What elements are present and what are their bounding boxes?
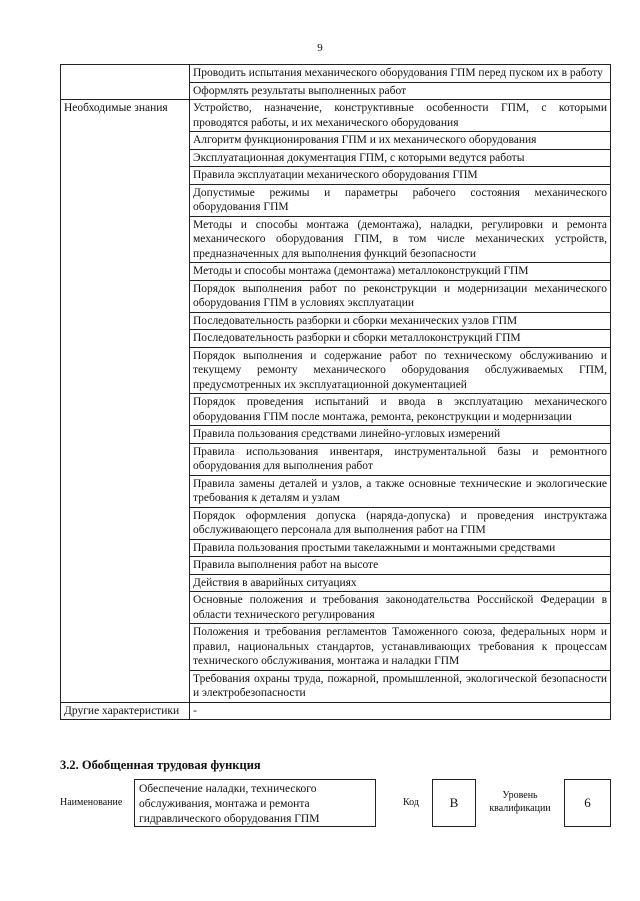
knowledge-skills-table <box>60 64 611 720</box>
row-content: Правила эксплуатации механического оборудования ГПМ <box>190 167 611 185</box>
row-content: Правила пользования простыми такелажными и монтажными средствами <box>190 539 611 557</box>
table-row <box>61 702 611 720</box>
table-row <box>61 100 611 132</box>
page-number: 9 <box>317 42 323 54</box>
row-label <box>61 65 190 100</box>
row-content: Эксплуатационная документация ГПМ, с которыми ведутся работы <box>190 149 611 167</box>
name-label: Наименование <box>60 797 123 808</box>
generalized-function-row <box>60 779 611 829</box>
row-content: Правила выполнения работ на высоте <box>190 557 611 575</box>
row-content: Правила замены деталей и узлов, а также основные технические и экологические требования к деталям и узлам <box>190 475 611 507</box>
row-content: Порядок выполнения и содержание работ по техническому обслуживанию и текущему ремонту механического оборудования обслуживаемых ГПМ, предусмотренных их эксплуатационной документацией <box>190 347 611 394</box>
row-content: Оформлять результаты выполненных работ <box>190 82 611 100</box>
row-content: Последовательность разборки и сборки механических узлов ГПМ <box>190 312 611 330</box>
code-value: B <box>432 779 476 827</box>
row-content: Алгоритм функционирования ГПМ и их механического оборудования <box>190 132 611 150</box>
row-label: Другие характеристики <box>61 702 190 720</box>
row-content: Порядок выполнения работ по реконструкции и модернизации механического оборудования ГПМ в условиях эксплуатации <box>190 280 611 312</box>
section-heading: 3.2. Обобщенная трудовая функция <box>60 758 261 772</box>
code-label: Код <box>403 797 419 808</box>
row-content: Проводить испытания механического оборудования ГПМ перед пуском их в работу <box>190 65 611 83</box>
row-content: - <box>190 702 611 720</box>
name-value: Обеспечение наладки, технического обслуживания, монтажа и ремонта гидравлического оборудования ГПМ <box>134 779 376 827</box>
row-content: Порядок оформления допуска (наряда-допуска) и проведения инструктажа обслуживающего персонала для выполнения работ на ГПМ <box>190 507 611 539</box>
row-content: Правила использования инвентаря, инструментальной базы и ремонтного оборудования для выполнения работ <box>190 443 611 475</box>
table-row <box>61 65 611 83</box>
row-content: Последовательность разборки и сборки металлоконструкций ГПМ <box>190 330 611 348</box>
row-content: Допустимые режимы и параметры рабочего состояния механического оборудования ГПМ <box>190 184 611 216</box>
row-content: Положения и требования регламентов Таможенного союза, федеральных норм и правил, национальных стандартов, устанавливающих требования к процессам технического обслуживания, монтажа и наладки ГПМ <box>190 624 611 671</box>
row-content: Требования охраны труда, пожарной, промышленной, экологической безопасности и электробезопасности <box>190 670 611 702</box>
row-content: Порядок проведения испытаний и ввода в эксплуатацию механического оборудования ГПМ после монтажа, ремонта, реконструкции и модернизации <box>190 394 611 426</box>
row-content: Устройство, назначение, конструктивные особенности ГПМ, с которыми проводятся работы, и их механического оборудования <box>190 100 611 132</box>
row-content: Методы и способы монтажа (демонтажа) металлоконструкций ГПМ <box>190 263 611 281</box>
row-content: Основные положения и требования законодательства Российской Федерации в области технического регулирования <box>190 592 611 624</box>
row-label: Необходимые знания <box>61 100 190 703</box>
row-content: Методы и способы монтажа (демонтажа), наладки, регулировки и ремонта механического оборудования ГПМ, в том числе механических устройств, предназначенных для выполнения функций безопасности <box>190 216 611 263</box>
qualification-level-label: Уровень квалификации <box>489 790 551 814</box>
row-content: Действия в аварийных ситуациях <box>190 574 611 592</box>
row-content: Правила пользования средствами линейно-угловых измерений <box>190 426 611 444</box>
qualification-level-value: 6 <box>564 779 611 827</box>
